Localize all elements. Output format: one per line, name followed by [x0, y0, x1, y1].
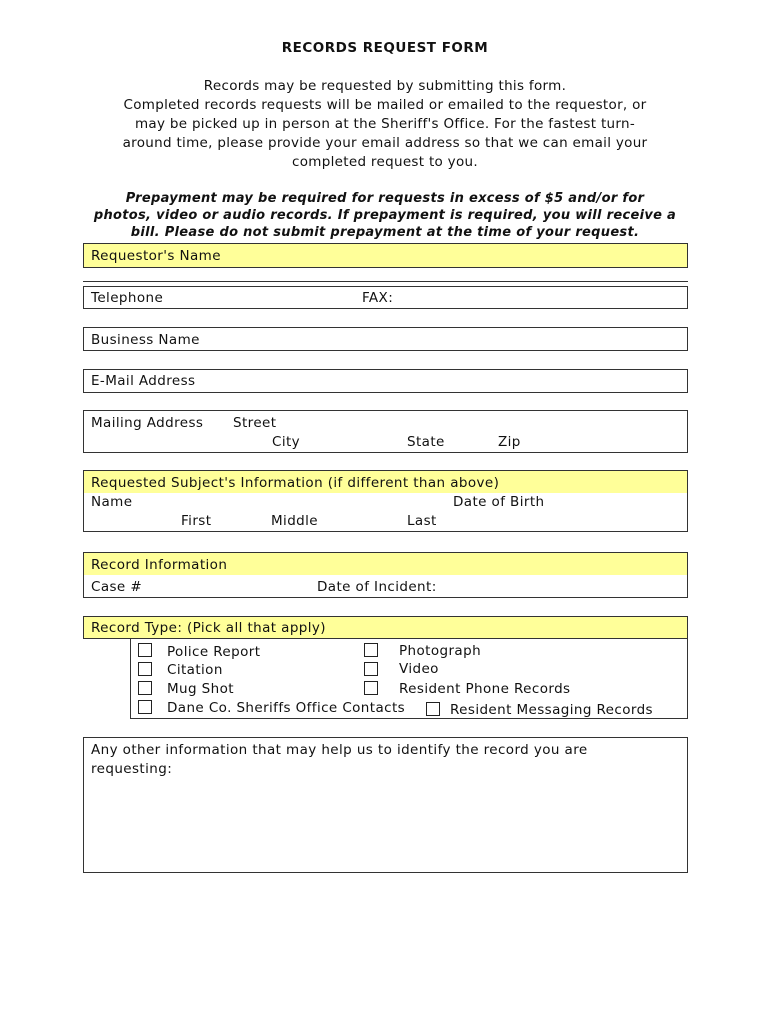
photograph-checkbox[interactable] [364, 643, 378, 657]
video-checkbox[interactable] [364, 662, 378, 676]
intro-line: completed request to you. [292, 154, 478, 170]
form-title: RECORDS REQUEST FORM [281, 40, 489, 56]
requestor-name-field[interactable] [83, 243, 688, 268]
office-contacts-label: Dane Co. Sheriffs Office Contacts [167, 700, 406, 716]
record-info-section [83, 552, 688, 598]
video-label: Video [399, 661, 439, 677]
citation-checkbox[interactable] [138, 662, 152, 676]
other-info-line: requesting: [91, 761, 173, 777]
intro-text [90, 77, 680, 172]
case-number-label: Case # [91, 579, 143, 595]
prepay-line: photos, video or audio records. If prepayment is required, you will receive a [93, 208, 677, 223]
intro-line: Records may be requested by submitting this form. [203, 78, 567, 94]
telephone-field[interactable] [83, 286, 688, 309]
phone-records-checkbox[interactable] [364, 681, 378, 695]
messaging-records-checkbox[interactable] [426, 702, 440, 716]
record-type-label: Record Type: (Pick all that apply) [91, 620, 326, 636]
intro-line: may be picked up in person at the Sheriff's Office. For the fastest turn- [134, 116, 636, 132]
mailing-address-label: Mailing Address [91, 415, 204, 431]
record-type-header [83, 616, 688, 639]
email-field[interactable] [83, 369, 688, 393]
state-label: State [407, 434, 445, 450]
last-label: Last [407, 513, 437, 529]
business-name-label: Business Name [91, 332, 200, 348]
mug-shot-checkbox[interactable] [138, 681, 152, 695]
dob-label: Date of Birth [453, 494, 545, 510]
office-contacts-checkbox[interactable] [138, 700, 152, 714]
date-of-incident-label: Date of Incident: [317, 579, 437, 595]
record-info-label: Record Information [91, 557, 228, 573]
subject-header-label: Requested Subject's Information (if different than above) [91, 475, 500, 491]
city-label: City [272, 434, 301, 450]
intro-line: around time, please provide your email address so that we can email your [122, 135, 648, 151]
mailing-address-field[interactable] [83, 410, 688, 453]
middle-label: Middle [271, 513, 318, 529]
prepay-line: Prepayment may be required for requests in excess of $5 and/or for [125, 191, 645, 206]
subject-info-section [83, 470, 688, 532]
other-info-line: Any other information that may help us to identify the record you are [91, 742, 588, 758]
first-label: First [181, 513, 212, 529]
prepay-line: bill. Please do not submit prepayment at the time of your request. [130, 225, 640, 240]
business-name-field[interactable] [83, 327, 688, 351]
divider [83, 281, 688, 282]
telephone-label: Telephone [91, 290, 164, 306]
subject-name-label: Name [91, 494, 133, 510]
citation-label: Citation [167, 662, 223, 678]
zip-label: Zip [498, 434, 521, 450]
fax-label: FAX: [362, 290, 394, 306]
phone-records-label: Resident Phone Records [399, 681, 571, 697]
mug-shot-label: Mug Shot [167, 681, 234, 697]
requestor-name-label: Requestor's Name [91, 248, 221, 264]
intro-line: Completed records requests will be mailed or emailed to the requestor, or [123, 97, 647, 113]
record-info-header [84, 553, 687, 575]
police-report-checkbox[interactable] [138, 643, 152, 657]
other-info-field[interactable] [83, 737, 688, 873]
messaging-records-label: Resident Messaging Records [450, 702, 653, 718]
prepayment-notice [80, 190, 690, 241]
photograph-label: Photograph [399, 643, 482, 659]
email-label: E-Mail Address [91, 373, 196, 389]
subject-info-header [84, 471, 687, 493]
street-label: Street [233, 415, 277, 431]
police-report-label: Police Report [167, 644, 261, 660]
